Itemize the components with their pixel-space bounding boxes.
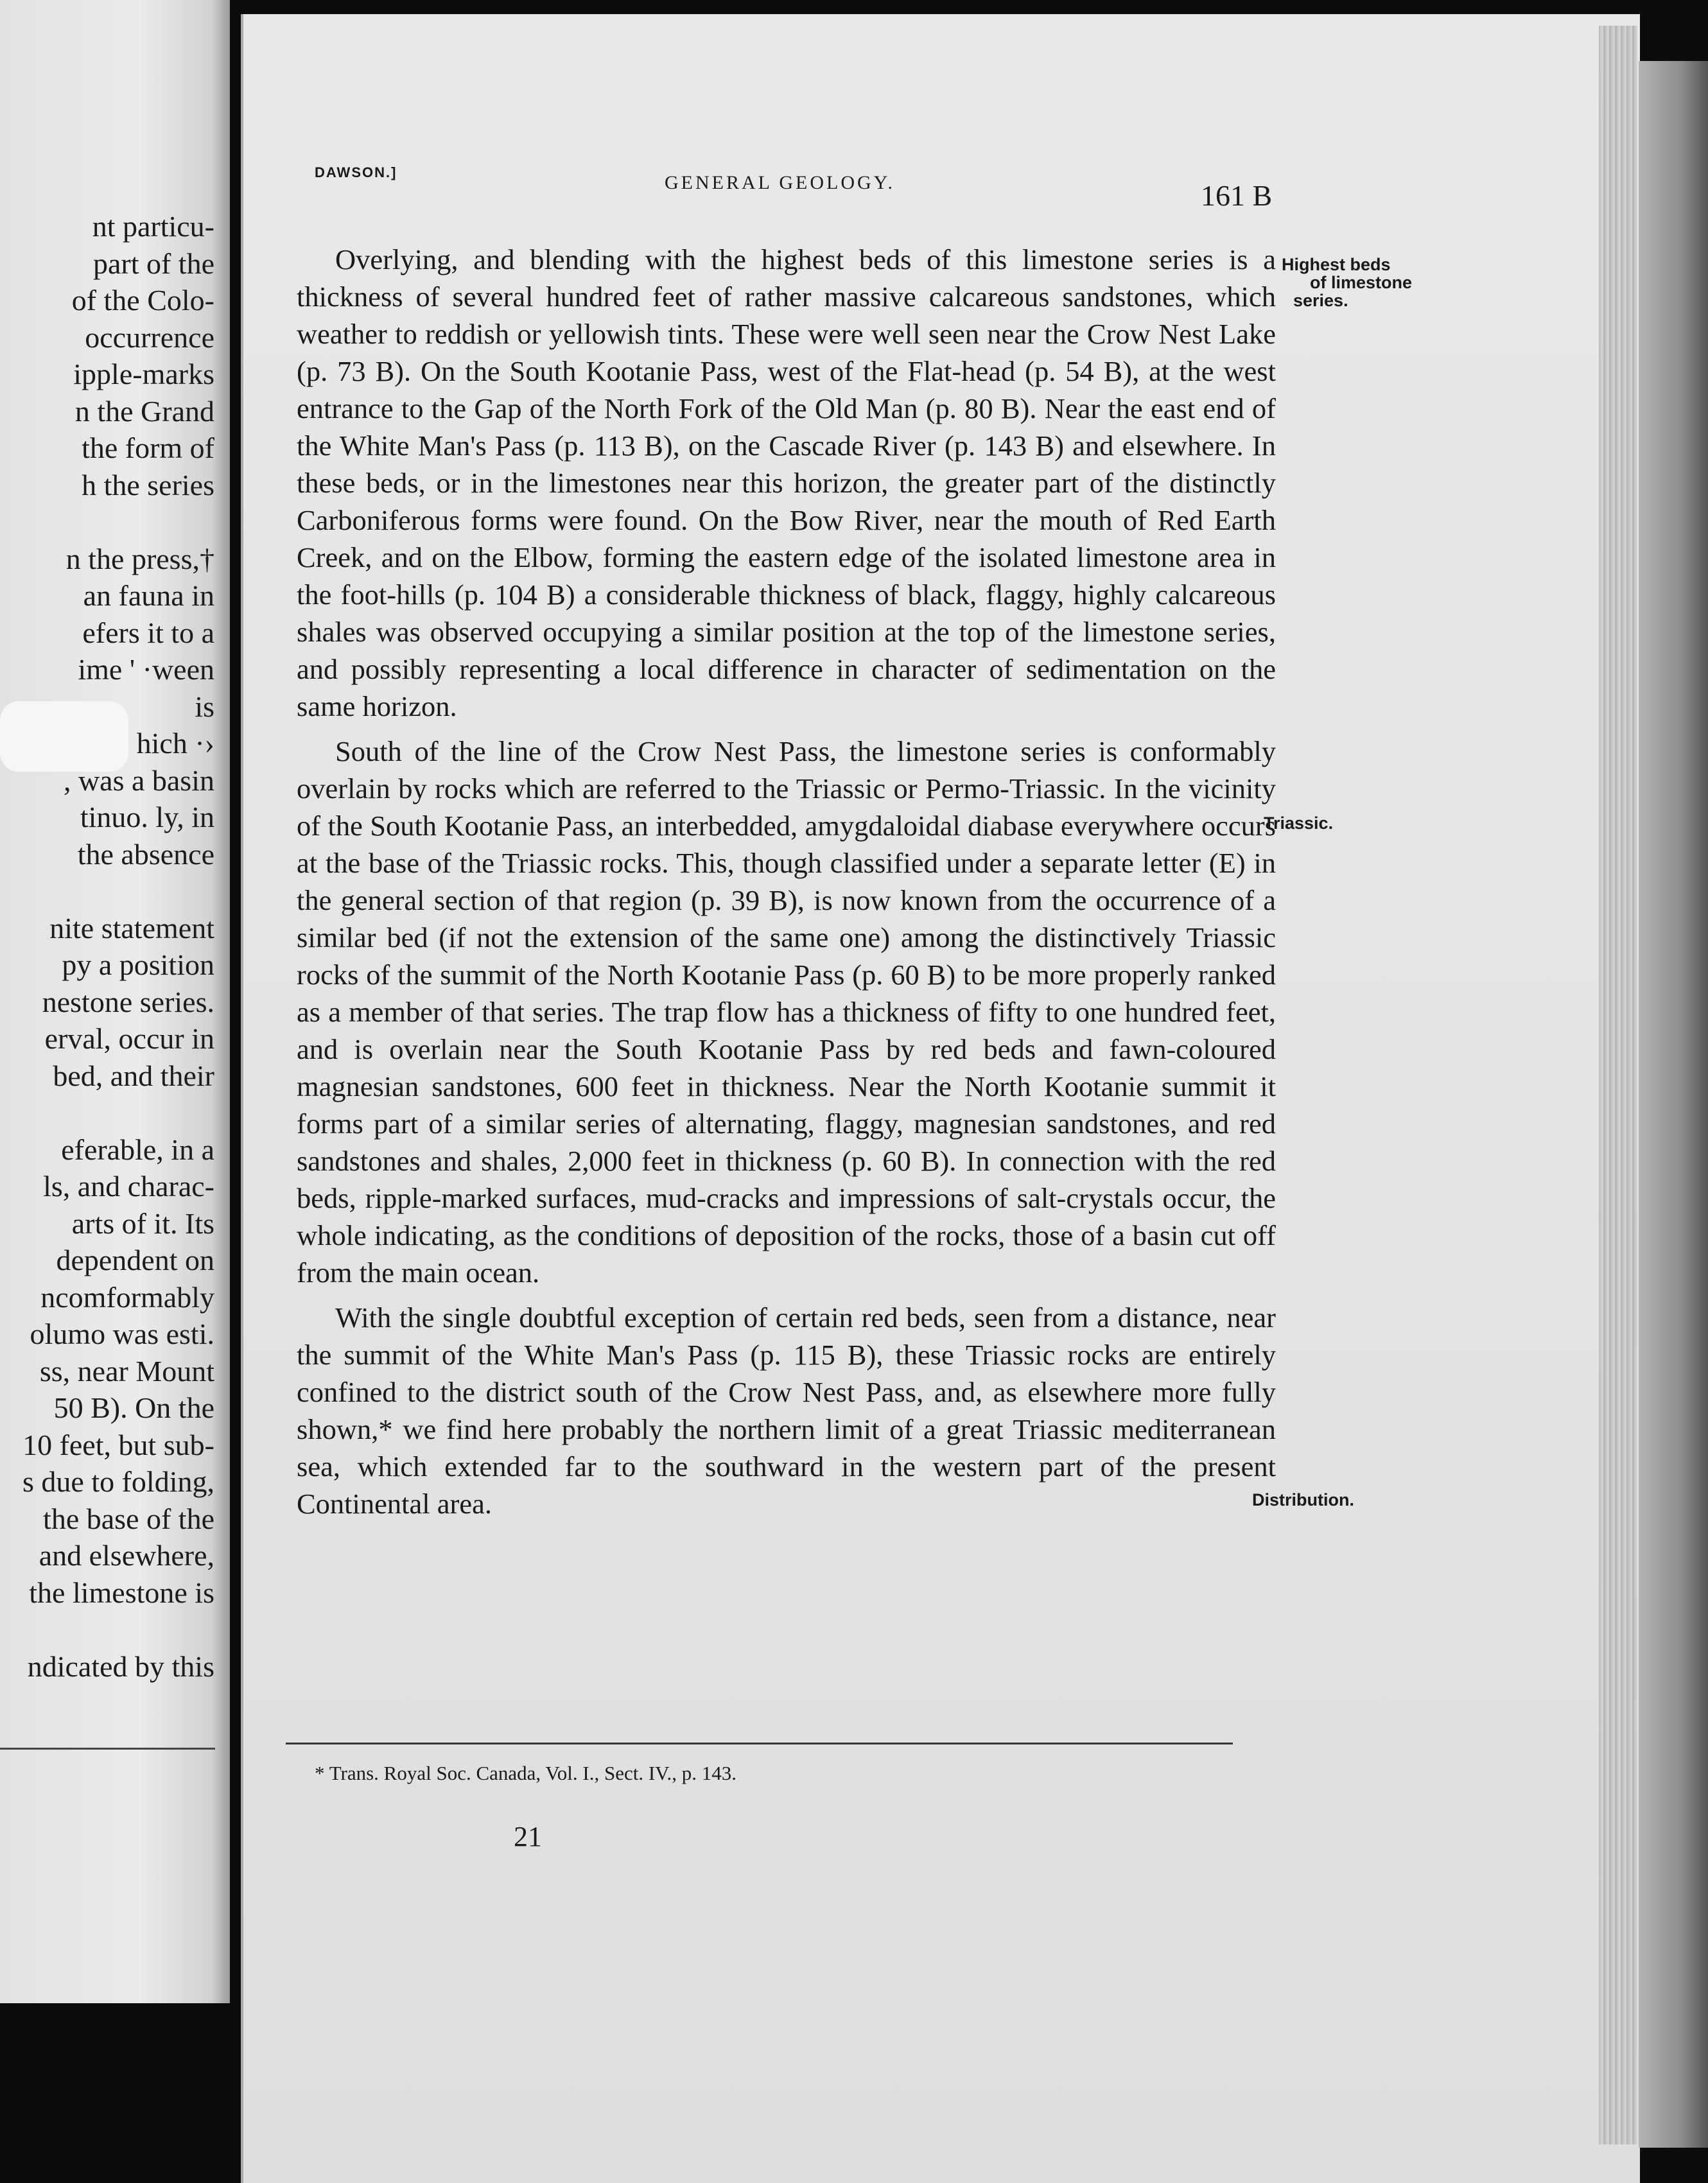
previous-page-line: nt particu- [92,210,214,243]
previous-page-line: nite statement [49,911,214,944]
previous-page-line: py a position [62,948,214,981]
previous-page-line: the limestone is [29,1576,214,1609]
previous-page-line: s due to folding, [22,1465,214,1498]
previous-page-line: tinuo. ly, in [80,801,214,833]
running-head-title: GENERAL GEOLOGY. [665,172,895,193]
previous-page-line: of the Colo- [71,284,214,317]
previous-page-line: arts of it. Its [71,1206,214,1240]
previous-page-line: ncomformably [40,1280,214,1314]
margin-note-line: series. [1293,291,1348,310]
previous-page-line: n the press,† [65,542,214,575]
margin-note-triassic: Triassic. [1264,813,1334,833]
previous-page-line: part of the [92,247,214,280]
previous-page-line: the absence [77,837,214,871]
previous-page-line: efers it to a [82,616,214,649]
paragraph-highest-beds: Overlying, and blending with the highest beds of this limestone series is a thickness of several hundred feet of rather massive calcareous sandstones, which weather to reddish or yellowish tints. These were well seen near the Crow Nest Lake (p. 73 B). On the South Kootanie Pass, west of the Flat-head (p. 54 B), at the west entrance to the Gap of the North Fork of the Old Man (p. 80 B). Near the east end of the White Man's Pass (p. 113 B), on the Cascade River (p. 143 B) and elsewhere. In these beds, or in the limestones near this horizon, the greater part of the distinctly Carboniferous forms were found. On the Bow River, near the mouth of Red Earth Creek, and on the Elbow, forming the eastern edge of the isolated limestone area in the foot-hills (p. 104 B) a considerable thickness of black, flaggy, highly calcareous shales was observed occupying a similar position at the top of the limestone series, and possibly representing a local difference in character of sedimentation on the same horizon. [297,243,1276,722]
margin-note-line: Highest beds [1282,255,1391,274]
previous-page-footnote-rule [0,1748,215,1750]
ink-blot [0,701,128,772]
book-cover-edge [1639,61,1708,2148]
previous-page-line: ime ' ·ween [78,653,214,686]
previous-page-line: the form of [82,431,214,464]
paragraph-triassic: South of the line of the Crow Nest Pass, the limestone series is conformably overlain by rocks which are referred to the Triassic or Permo-Triassic. In the vicinity of the South Kootanie Pass, an interbedded, amygdaloidal diabase everywhere occurs at the base of the Triassic rocks. This, though classified under a separate letter (E) in the general section of that region (p. 39 B), is now known from the occurrence of a similar bed (if not the extension of the same one) among the distinctively Triassic rocks of the summit of the North Kootanie Pass (p. 60 B) to be more properly ranked as a member of that series. The trap flow has a thickness of fifty to one hundred feet, and is overlain near the South Kootanie Pass by red beds and fawn-coloured magnesian sandstones, 600 feet in thickness. Near the North Kootanie summit it forms part of a similar series of alternating, flaggy, magnesian sandstones, and red sandstones and shales, 2,000 feet in thickness (p. 60 B). In connection with the red beds, ripple-marked surfaces, mud-cracks and impressions of salt-crystals occur, the whole indicating, as the conditions of deposition of the rocks, those of a basin cut off from the main ocean. [297,735,1276,1289]
previous-page-line: ipple-marks [73,358,214,390]
previous-page-line: eferable, in a [61,1133,214,1166]
footnote-rule [286,1743,1233,1744]
page-stack-edge [1599,26,1637,2144]
previous-page-line: and elsewhere, [39,1539,214,1572]
previous-page-line: nestone series. [42,985,214,1018]
previous-page-line: dependent on [56,1244,214,1276]
footnote: * Trans. Royal Soc. Canada, Vol. I., Sect. IV., p. 143. [315,1762,737,1784]
previous-page-line: an fauna in [83,579,214,612]
previous-page-line: the base of the [43,1502,214,1535]
previous-page-line: is [195,690,214,723]
previous-page-line: 50 B). On the [53,1391,214,1424]
previous-page-line: ss, near Mount [39,1354,214,1387]
previous-page-line: 10 feet, but sub- [22,1428,214,1461]
previous-page-line: h the series [82,468,214,501]
page-number: 161 B [1201,179,1273,212]
previous-page-line: ndicated by this [27,1649,214,1683]
previous-page-line: olumo was esti. [30,1318,214,1350]
previous-page-line: n the Grand [74,394,214,428]
running-head-author: DAWSON.] [315,164,397,180]
margin-note-line: of limestone [1310,273,1413,292]
previous-page-line: hich ·› [136,727,214,760]
previous-page-line: , was a basin [63,763,214,797]
previous-page-line: ls, and charac- [43,1170,214,1203]
body-text [297,241,1276,1530]
signature-mark: 21 [514,1821,542,1852]
margin-note-highest-beds [1282,256,1412,309]
paragraph-distribution: With the single doubtful exception of certain red beds, seen from a distance, near the summit of the White Man's Pass (p. 115 B), these Triassic rocks are entirely confined to the district south of the Crow Nest Pass, and, as elsewhere more fully shown,* we find here probably the northern limit of a great Triassic mediterranean sea, which extended far to the southward in the western part of the present Continental area. [297,1301,1276,1520]
previous-page [0,0,230,2003]
previous-page-line: bed, and their [53,1059,214,1092]
previous-page-line: occurrence [85,320,214,354]
margin-note-distribution: Distribution. [1252,1490,1354,1509]
previous-page-line: erval, occur in [44,1022,214,1055]
